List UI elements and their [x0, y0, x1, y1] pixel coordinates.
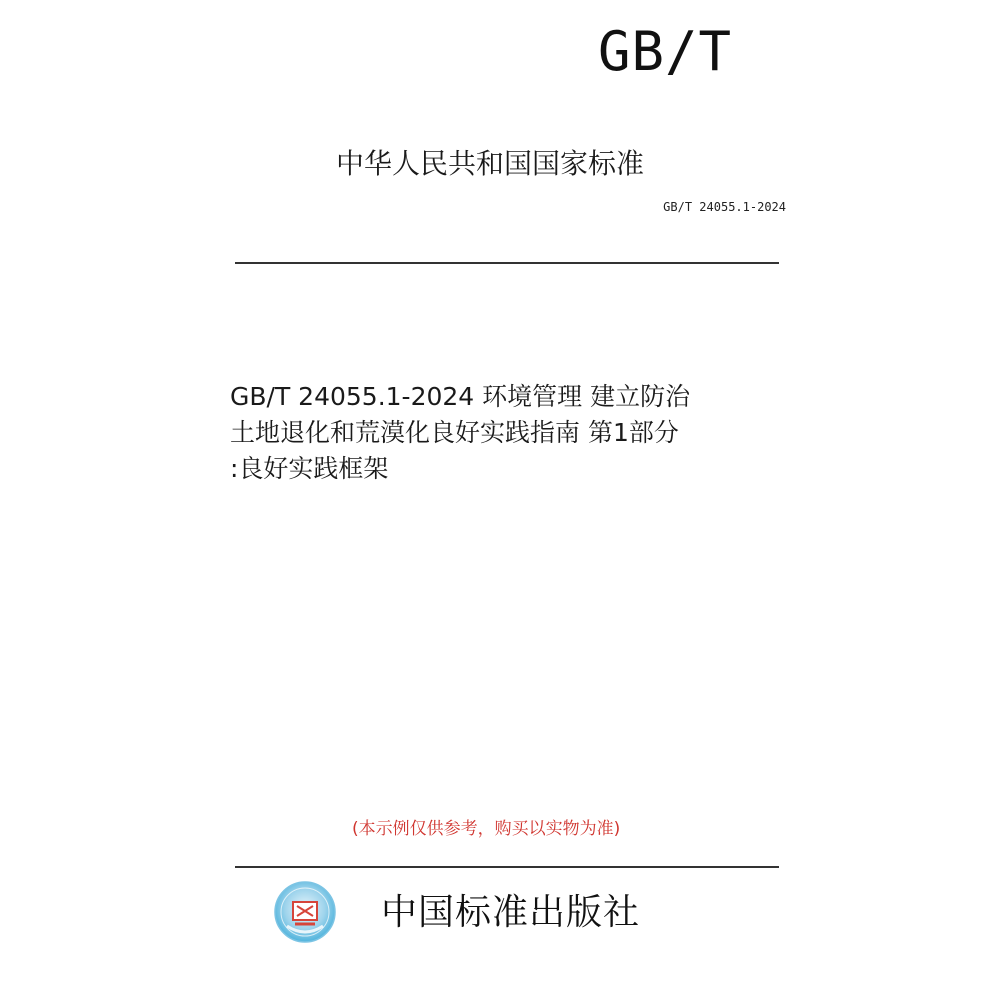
standard-code: GB/T 24055.1-2024 [663, 200, 786, 214]
sample-disclaimer-note: (本示例仅供参考，购买以实物为准) [352, 819, 621, 839]
publisher-seal-graphic [273, 880, 337, 944]
china-standards-press-seal-icon [273, 880, 337, 944]
publisher-name: 中国标准出版社 [381, 892, 641, 933]
document-title-line-3: :良好实践框架 [230, 454, 389, 483]
top-divider [235, 262, 779, 264]
national-standard-title: 中华人民共和国国家标准 [336, 147, 645, 180]
document-title [230, 379, 780, 487]
gbt-mark: GB/T [598, 20, 733, 83]
bottom-divider [235, 866, 779, 868]
document-title-line-2: 土地退化和荒漠化良好实践指南 第1部分 [230, 418, 679, 447]
document-title-line-1: GB/T 24055.1-2024 环境管理 建立防治 [230, 382, 691, 411]
